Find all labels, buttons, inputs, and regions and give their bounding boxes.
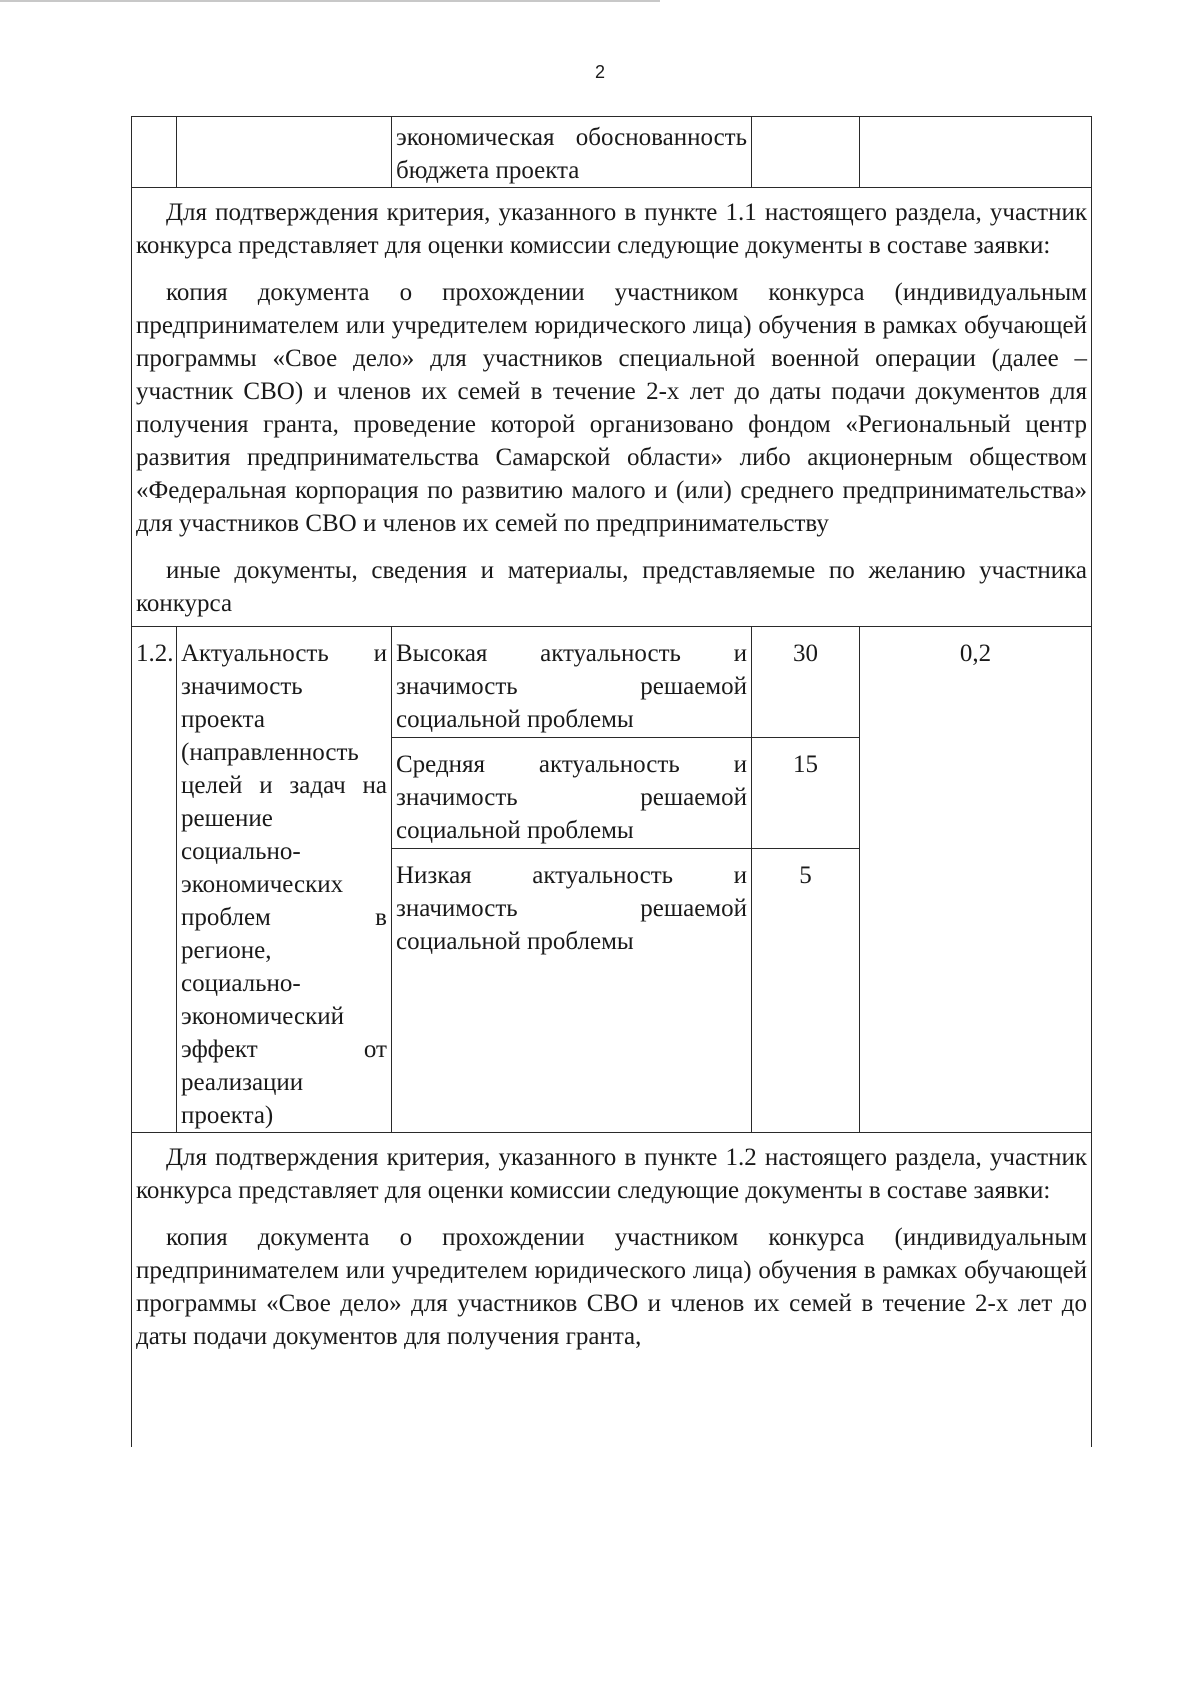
documents-item-1-1-a: копия документа о прохождении участником конкурса (индивидуальным предпринимателем или учредителем юридического лица) обучения в рамках обучающей программы «Свое дело» для участников специальной военной операции (далее – участник СВО) и членов их семей в течение 2-х лет до даты подачи документов для получения гранта, проведение которой организовано фондом «Региональный центр развития предпринимательства Самарской области» либо акционерным обществом «Федеральная корпорация по развитию малого и (или) среднего предпринимательства» для участников СВО и членов их семей по предпринимательству (136, 279, 1087, 537)
cell-number-empty (132, 117, 177, 188)
documents-item-1-2-a: копия документа о прохождении участником конкурса (индивидуальным предпринимателем или учредителем юридического лица) обучения в рамках обучающей программы «Свое дело» для участников СВО и членов их семей в течение 2-х лет до даты подачи документов для получения гранта, (136, 1224, 1087, 1350)
level-medium: Средняя актуальность и значимость решаемой социальной проблемы (392, 738, 752, 849)
cell-weight-empty (860, 117, 1092, 188)
table-row-1-2-high (132, 627, 1092, 738)
documents-intro-1-1: Для подтверждения критерия, указанного в пункте 1.1 настоящего раздела, участник конкурса представляет для оценки комиссии следующие документы в составе заявки: (136, 199, 1087, 259)
table-row-continued (132, 117, 1092, 188)
criterion-number-1-2: 1.2. (132, 627, 177, 1133)
table-row-documents-1-1 (132, 188, 1092, 627)
level-low: Низкая актуальность и значимость решаемой социальной проблемы (392, 849, 752, 1133)
scan-edge-line (0, 0, 660, 2)
cell-score-empty (752, 117, 860, 188)
documents-block-1-1 (132, 188, 1092, 627)
page-number: 2 (594, 62, 605, 82)
documents-intro-1-2: Для подтверждения критерия, указанного в пункте 1.2 настоящего раздела, участник конкурса представляет для оценки комиссии следующие документы в составе заявки: (136, 1144, 1087, 1204)
table-row-documents-1-2 (132, 1133, 1092, 1448)
score-low: 5 (752, 849, 860, 1133)
criteria-table (131, 116, 1092, 1447)
weight-1-2: 0,2 (860, 627, 1092, 1133)
cell-criterion-empty (177, 117, 392, 188)
documents-item-1-1-b: иные документы, сведения и материалы, представляемые по желанию участника конкурса (136, 557, 1087, 617)
documents-block-1-2 (132, 1133, 1092, 1448)
score-high: 30 (752, 627, 860, 738)
score-medium: 15 (752, 738, 860, 849)
level-high: Высокая актуальность и значимость решаемой социальной проблемы (392, 627, 752, 738)
cell-criterion-tail: экономическая обоснованность бюджета проекта (392, 117, 752, 188)
criterion-name-1-2: Актуальность и значимость проекта (направленность целей и задач на решение социально- экономических проблем в регионе, социально- экономический эффект от реализации проекта) (177, 627, 392, 1133)
